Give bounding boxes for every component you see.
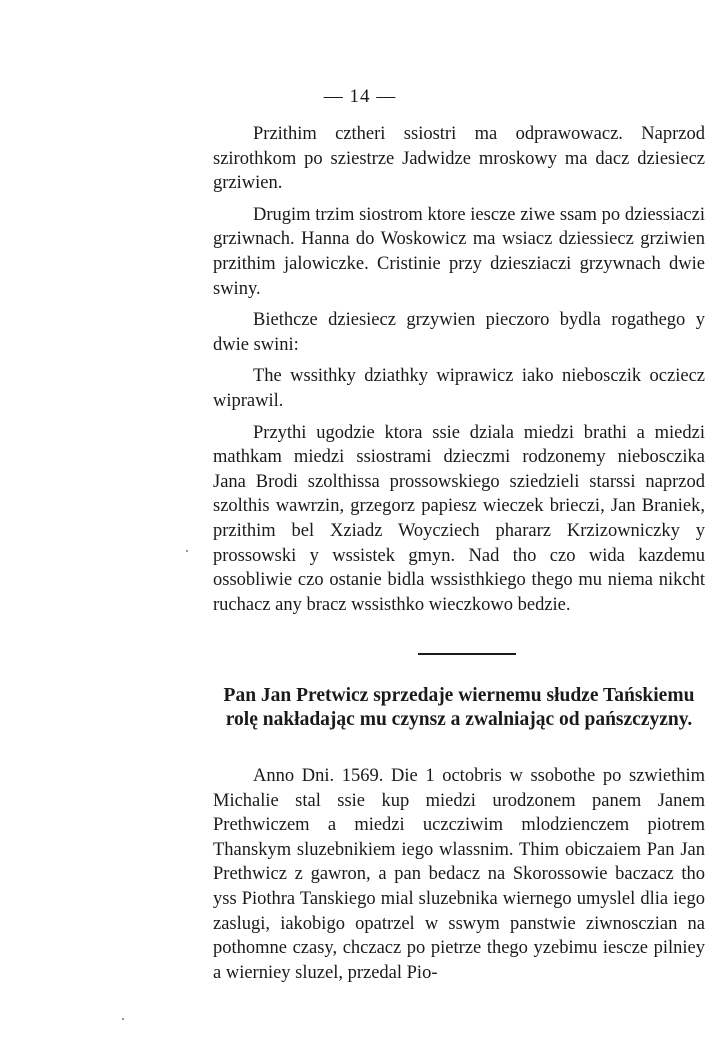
section-2-body	[213, 764, 705, 985]
paragraph: The wssithky dziathky wiprawicz iako niebosczik ocziecz wiprawil.	[213, 366, 705, 411]
paragraph: Przithim cztheri ssiostri ma odprawowacz. Naprzod szirothkom po sziestrze Jadwidze mroskowy ma dacz dziesiecz grziwien.	[213, 124, 705, 194]
scan-speck	[122, 1018, 124, 1020]
paragraph: Anno Dni. 1569. Die 1 octobris w ssobothe po szwiethim Michalie stal ssie kup miedzi urodzonem panem Janem Prethwiczem a miedzi uczcziwim mlodzienczem piotrem Thanskym sluzebnikiem iego wlassnim. Thim obiczaiem Pan Jan Prethwicz z gawron, a pan bedacz na Skorossowie baczacz tho yss Piothra Tanskiego mial sluzebnika wiernego umyslel dlia iego zaslugi, iakobigo opatrzel w sswym panstwie ziwnosczian na pothomne czasy, chczacz po pietrze thego yzebimu iescze pilniey a wierniey sluzel, przedal Pio-	[213, 766, 705, 983]
section-2-heading: Pan Jan Pretwicz sprzedaje wiernemu słudze Tańskiemu rolę nakładając mu czynsz a zwalniając od pańszczyzny.	[223, 685, 695, 730]
paragraph: Przythi ugodzie ktora ssie dziala miedzi brathi a miedzi mathkam miedzi ssiostrami dzieczmi rodzonemy niebosczika Jana Brodi szolthissa prossowskiego sziedzieli starssi naprzod szolthis wawrzin, grzegorz papiesz wieczek brieczi, Jan Braniek, przithim bel Xziadz Woycziech phararz Krzizowniczky y prossowski y wssistek gmyn. Nad tho czo wida kazdemu ossobliwie czo ostanie bidla wssisthkiego thego mu niema nikcht ruchacz any bracz wssisthko wieczkowo bedzie.	[213, 422, 705, 615]
scan-speck	[186, 550, 188, 552]
page-number: — 14 —	[323, 86, 397, 107]
section-divider	[418, 653, 516, 655]
section-1-body	[213, 122, 705, 617]
paragraph: Drugim trzim siostrom ktore iescze ziwe ssam po dziessiaczi grziwnach. Hanna do Woskowicz ma wsiacz dziessiecz grziwien przithim jalowiczke. Cristinie przy dziesziaczi grzywnach dwie swiny.	[213, 204, 705, 299]
paragraph: Biethcze dziesiecz grzywien pieczoro bydla rogathego y dwie swini:	[213, 310, 705, 355]
